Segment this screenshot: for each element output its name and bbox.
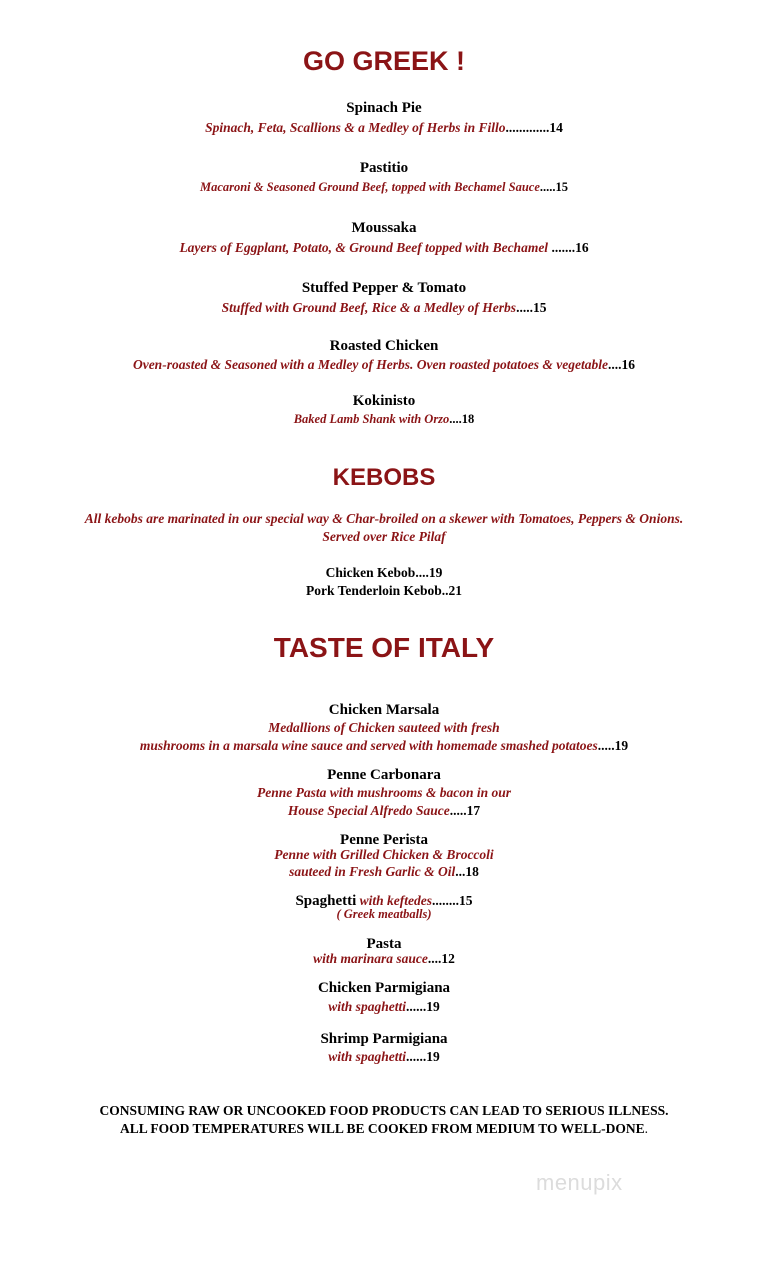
item-price: ....12 xyxy=(427,951,455,966)
item-price: ......19 xyxy=(405,1049,440,1064)
item-name-pastitio: Pastitio xyxy=(359,160,409,176)
item-name-roasted-chicken: Roasted Chicken xyxy=(329,338,439,354)
item-desc-stuffed-pepper: Stuffed with Ground Beef, Rice & a Medley of Herbs.....15 xyxy=(221,300,547,315)
item-price: .....15 xyxy=(516,300,547,315)
item-desc-kokinisto: Baked Lamb Shank with Orzo....18 xyxy=(293,412,475,426)
kebob-item-chicken: Chicken Kebob....19 xyxy=(325,565,443,580)
item-desc-chicken-parmigiana: with spaghetti......19 xyxy=(328,999,440,1014)
item-name-chicken-parmigiana: Chicken Parmigiana xyxy=(317,980,451,996)
item-price: ........15 xyxy=(432,893,473,908)
item-name-stuffed-pepper: Stuffed Pepper & Tomato xyxy=(301,280,467,296)
item-desc-spinach-pie: Spinach, Feta, Scallions & a Medley of Herbs in Fillo.............14 xyxy=(205,120,563,135)
item-price: ...18 xyxy=(455,864,479,879)
item-desc-spaghetti-2: ( Greek meatballs) xyxy=(336,907,432,921)
warning-line1: CONSUMING RAW OR UNCOOKED FOOD PRODUCTS CAN LEAD TO SERIOUS ILLNESS. xyxy=(99,1103,669,1118)
item-price: ....16 xyxy=(608,357,636,372)
item-name-penne-carbonara: Penne Carbonara xyxy=(327,767,441,783)
section-title-kebobs: KEBOBS xyxy=(332,464,436,491)
item-desc-penne-carbonara-1: Penne Pasta with mushrooms & bacon in our xyxy=(257,785,511,800)
kebobs-desc-line2: Served over Rice Pilaf xyxy=(322,529,446,544)
item-price: ....18 xyxy=(449,412,475,426)
item-desc-penne-carbonara-2: House Special Alfredo Sauce.....17 xyxy=(287,803,481,818)
item-desc-penne-perista-2: sauteed in Fresh Garlic & Oil...18 xyxy=(289,864,479,879)
item-name-shrimp-parmigiana: Shrimp Parmigiana xyxy=(320,1031,448,1047)
item-desc-chicken-marsala-2: mushrooms in a marsala wine sauce and served with homemade smashed potatoes.....19 xyxy=(139,738,629,753)
item-name-spaghetti: Spaghetti with keftedes........15 xyxy=(295,893,473,909)
item-name-spinach-pie: Spinach Pie xyxy=(346,100,422,116)
item-price: .....17 xyxy=(449,803,481,818)
item-name-kokinisto: Kokinisto xyxy=(352,393,416,409)
warning-line2: ALL FOOD TEMPERATURES WILL BE COOKED FROM MEDIUM TO WELL-DONE. xyxy=(119,1121,649,1136)
item-desc-moussaka: Layers of Eggplant, Potato, & Ground Beef topped with Bechamel .......16 xyxy=(179,240,589,255)
item-desc-shrimp-parmigiana: with spaghetti......19 xyxy=(328,1049,440,1064)
item-price: .....15 xyxy=(539,180,569,194)
item-desc-chicken-marsala-1: Medallions of Chicken sauteed with fresh xyxy=(268,720,500,735)
item-name-penne-perista: Penne Perista xyxy=(340,832,428,848)
item-price: .....19 xyxy=(597,738,629,753)
section-title-greek: GO GREEK ! xyxy=(302,46,465,76)
item-desc-roasted-chicken: Oven-roasted & Seasoned with a Medley of Herbs. Oven roasted potatoes & vegetable....16 xyxy=(132,357,636,372)
item-price: .............14 xyxy=(505,120,563,135)
item-desc-pasta: with marinara sauce....12 xyxy=(313,951,455,966)
kebobs-desc-line1: All kebobs are marinated in our special way & Char-broiled on a skewer with Tomatoes, Peppers & Onions. xyxy=(84,511,684,526)
item-name-moussaka: Moussaka xyxy=(351,220,417,236)
item-desc-penne-perista-1: Penne with Grilled Chicken & Broccoli xyxy=(274,847,494,862)
item-name-pasta: Pasta xyxy=(366,936,402,952)
kebob-item-pork: Pork Tenderloin Kebob..21 xyxy=(305,583,463,598)
item-desc-spaghetti: with keftedes xyxy=(356,893,433,908)
section-title-italy: TASTE OF ITALY xyxy=(273,632,495,663)
item-desc-pastitio: Macaroni & Seasoned Ground Beef, topped with Bechamel Sauce.....15 xyxy=(199,180,569,194)
item-name-chicken-marsala: Chicken Marsala xyxy=(328,702,440,718)
watermark-logo: menupix xyxy=(536,1170,623,1195)
item-price: .......16 xyxy=(551,240,589,255)
item-price: ......19 xyxy=(405,999,440,1014)
